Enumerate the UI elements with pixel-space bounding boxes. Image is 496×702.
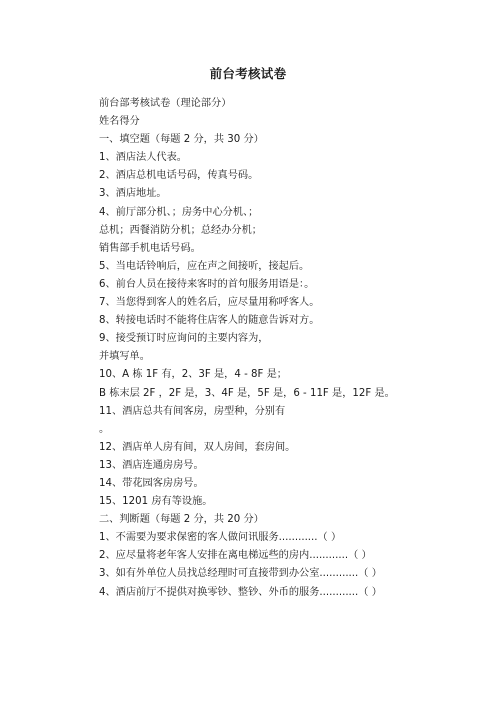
- question-line: 总机；西餐消防分机；总经办分机；: [99, 224, 262, 236]
- exam-subtitle: 前台部考核试卷（理论部分）: [99, 98, 232, 109]
- question-line: 3、如有外单位人员找总经理时可直接带到办公室............（ ）: [99, 568, 382, 580]
- question-line: 13、酒店连通房房号。: [99, 459, 204, 471]
- document-body: [99, 95, 479, 602]
- page-title: 前台考核试卷: [209, 66, 287, 81]
- question-line: 5、当电话铃响后，应在声之间接听，接起后。: [99, 260, 310, 272]
- question-line: 14、带花园客房房号。: [99, 477, 204, 489]
- question-line: 7、当您得到客人的姓名后，应尽量用称呼客人。: [99, 297, 320, 309]
- question-line: 2、应尽量将老年客人安排在离电梯远些的房内............（ ）: [99, 550, 372, 562]
- question-line: B 栋末层 2F ，2F 是，3、4F 是，5F 是，6 - 11F 是，12F 是。: [99, 387, 395, 399]
- question-line: 。: [99, 423, 110, 435]
- question-line: 2、酒店总机电话号码，传真号码。: [99, 170, 259, 182]
- question-line: 15、1201 房有等设施。: [99, 496, 213, 508]
- question-line: 3、酒店地址。: [99, 188, 167, 200]
- question-line: 1、酒店法人代表。: [99, 152, 187, 164]
- question-line: 1、不需要为要求保密的客人做问讯服务............（ ）: [99, 532, 342, 544]
- section-heading-true-false: 二、判断题（每题 2 分，共 20 分）: [99, 514, 264, 526]
- question-line: 销售部手机电话号码。: [99, 242, 201, 254]
- question-line: 10、A 栋 1F 有，2、3F 是，4 - 8F 是；: [99, 369, 287, 381]
- question-line: 8、转接电话时不能将住店客人的随意告诉对方。: [99, 315, 320, 327]
- name-score-line: 姓名得分: [99, 116, 140, 128]
- section-heading-fill-in: 一、填空题（每题 2 分，共 30 分）: [99, 134, 264, 146]
- question-line: 9、接受预订时应询问的主要内容为，: [99, 333, 269, 345]
- question-line: 4、酒店前厅不提供对换零钞、整钞、外币的服务............（ ）: [99, 586, 382, 598]
- question-line: 并填写单。: [99, 351, 150, 363]
- question-line: 12、酒店单人房有间，双人房间，套房间。: [99, 441, 296, 453]
- question-line: 11、酒店总共有间客房，房型种，分别有: [99, 405, 286, 417]
- question-line: 6、前台人员在接待来客时的首句服务用语是：。: [99, 278, 315, 290]
- question-line: 4、前厅部分机、；房务中心分机、；: [99, 206, 259, 218]
